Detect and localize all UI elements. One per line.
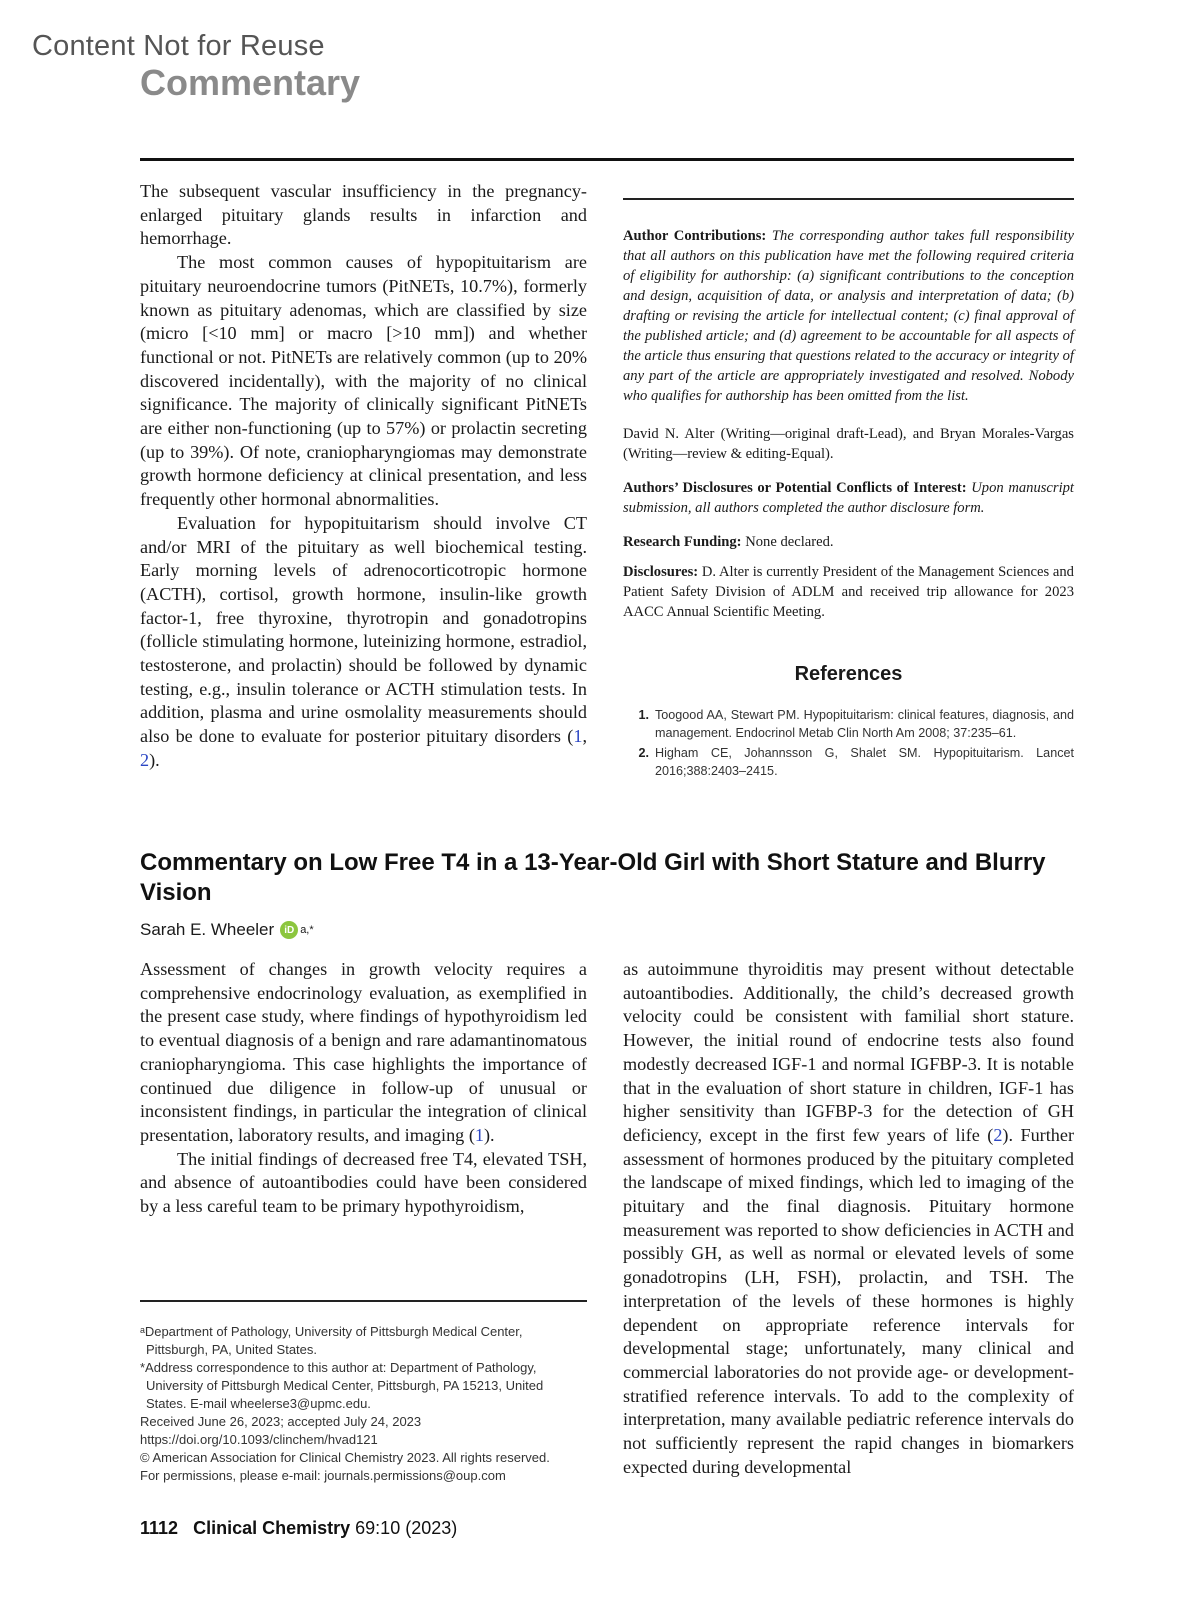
section-label: Commentary — [140, 62, 361, 103]
paragraph: Evaluation for hypopituitarism should involve CT and/or MRI of the pituitary as well biochemical testing. Early morning levels of adrenocorticotropic hormone (ACTH), cortisol, growth hormone, insulin-like growth factor-1, free thyroxine, thyrotropin and gonadotropins (follicle stimulating hormone, luteinizing hormone, estradiol, testosterone, and prolactin) should be followed by dynamic testing, e.g., insulin tolerance or ACTH stimulation tests. In addition, plasma and urine osmolality measurements should also be done to evaluate for posterior pituitary disorders (1, 2). — [140, 512, 587, 770]
conflicts-text: Upon manuscript submission, all authors completed the author disclosure form. — [623, 480, 1074, 516]
footnote-doi[interactable]: https://doi.org/10.1093/clinchem/hvad121 — [140, 1432, 378, 1447]
page-footer — [140, 1518, 457, 1539]
conflicts-of-interest — [623, 478, 1074, 518]
article-left-column — [140, 958, 587, 1219]
paragraph: The initial findings of decreased free T4, elevated TSH, and absence of autoantibodies could have been considered by a less careful team to be primary hypothyroidism, — [140, 1148, 587, 1217]
author-contributions-text: The corresponding author takes full responsibility that all authors on this publication have met the following required criteria of eligibility for authorship: (a) significant contributions to the conception and design, acquisition of data, or analysis and interpretation of data; (b) drafting or revising the article for intellectual content; (c) final approval of the published article; and (d) agreement to be accountable for all aspects of the article thus ensuring that questions related to the accuracy or integrity of any part of the article are appropriately investigated and resolved. Nobody who qualifies for authorship has been omitted from the list. — [623, 228, 1074, 404]
footnote-correspondence: *Address correspondence to this author at: Department of Pathology, University of Pittsburgh Medical Center, Pittsburgh, PA 15213, United States. E-mail wheelerse3@upmc.edu. — [140, 1360, 544, 1411]
reference-number: 2. — [638, 746, 649, 760]
orcid-icon[interactable]: iD — [280, 921, 298, 939]
references-heading: References — [794, 663, 903, 685]
citation-link[interactable]: 1 — [474, 1124, 484, 1145]
watermark-text: Content Not for Reuse — [32, 30, 325, 62]
disclosures-label: Disclosures: — [623, 564, 699, 580]
footnote-permissions: For permissions, please e-mail: journals.permissions@oup.com — [140, 1468, 506, 1483]
paragraph-text: Evaluation for hypopituitarism should involve CT and/or MRI of the pituitary as well biochemical testing. Early morning levels of adrenocorticotropic hormone (ACTH), cortisol, growth hormone, insulin-like growth factor-1, free thyroxine, thyrotropin and gonadotropins (follicle stimulating hormone, luteinizing hormone, estradiol, testosterone, and prolactin) should be followed by dynamic testing, e.g., insulin tolerance or ACTH stimulation tests. In addition, plasma and urine osmolality measurements should also be done to evaluate for posterior pituitary disorders — [140, 512, 587, 747]
author-contributions-label: Author Contributions: — [623, 228, 767, 244]
research-funding — [623, 532, 1074, 552]
research-funding-label: Research Funding: — [623, 534, 742, 550]
journal-issue: 69:10 (2023) — [355, 1518, 458, 1538]
author-contributions — [623, 226, 1074, 406]
paragraph: as autoimmune thyroiditis may present without detectable autoantibodies. Additionally, the child’s decreased growth velocity could be consistent with familial short stature. However, the initial round of endocrine tests also found modestly decreased IGF-1 and normal IGFBP-3. It is notable that in the evaluation of short stature in children, IGF-1 has higher sensitivity than IGFBP-3 for the detection of GH deficiency, except in the first few years of life (2). Further assessment of hormones produced by the pituitary completed the landscape of mixed findings, which led to imaging of the pituitary and the final diagnosis. Pituitary hormone measurement was reported to show deficiencies in ACTH and possibly GH, as well as normal or elevated levels of some gonadotropins (LH, FSH), prolactin, and TSH. The interpretation of the levels of these hormones is highly dependent on appropriate reference intervals for developmental stage; unfortunately, many clinical and commercial laboratories do not provide age- or development-stratified reference intervals. To add to the complexity of interpretation, many available pediatric reference intervals do not sufficiently represent the rapid changes in biomarkers expected during developmental — [623, 959, 1075, 1477]
reference-number: 1. — [638, 708, 649, 722]
paragraph-text: Assessment of changes in growth velocity requires a comprehensive endocrinology evaluation, as exemplified in the present case study, where findings of hypothyroidism led to eventual diagnosis of a benign and rare adamantinomatous craniopharyngioma. This case highlights the importance of continued due diligence in follow-up of unusual or inconsistent findings, in particular the integration of clinical presentation, laboratory results, and imaging — [140, 959, 587, 1145]
footnote-affiliation: ᵃDepartment of Pathology, University of Pittsburgh Medical Center, Pittsburgh, PA, United States. — [140, 1324, 523, 1357]
author-affiliation-marker: a,* — [300, 924, 314, 936]
reference-item — [623, 744, 1074, 780]
left-column-top — [140, 180, 587, 773]
footnote-dates: Received June 26, 2023; accepted July 24, 2023 — [140, 1414, 422, 1429]
paragraph-text: as autoimmune thyroiditis may present without detectable autoantibodies. Additionally, the child’s decreased growth velocity could be consistent with familial short stature. However, the initial round of endocrine tests also found modestly decreased IGF-1 and normal IGFBP-3. It is notable that in the evaluation of short stature in children, IGF-1 has higher sensitivity than IGFBP-3 for the detection of GH deficiency, except in the first few years of life — [623, 959, 1074, 1145]
reference-item — [623, 706, 1074, 742]
disclosures — [623, 562, 1074, 622]
paragraph: The most common causes of hypopituitarism are pituitary neuroendocrine tumors (PitNETs, 10.7%), formerly known as pituitary adenomas, which are classified by size (micro [<10 mm] or macro [>10 mm]) and whether functional or not. PitNETs are relatively common (up to 20% discovered incidentally), with the majority of no clinical significance. The majority of clinically significant PitNETs are either non-functioning (up to 57%) or prolactin secreting (up to 39%). Of note, craniopharyngiomas may demonstrate growth hormone deficiency at clinical presentation, and less frequently other hormonal abnormalities. — [140, 252, 587, 510]
reference-text: Toogood AA, Stewart PM. Hypopituitarism: clinical features, diagnosis, and management. Endocrinol Metab Clin North Am 2008; 37:235–61. — [655, 708, 1074, 740]
citation-link[interactable]: 2 — [140, 749, 150, 770]
page-number: 1112 — [140, 1518, 179, 1538]
paragraph: Assessment of changes in growth velocity requires a comprehensive endocrinology evaluation, as exemplified in the present case study, where findings of hypothyroidism led to eventual diagnosis of a benign and rare adamantinomatous craniopharyngioma. This case highlights the importance of continued due diligence in follow-up of unusual or inconsistent findings, in particular the integration of clinical presentation, laboratory results, and imaging (1). — [140, 959, 587, 1145]
author-name: Sarah E. Wheeler — [140, 920, 275, 939]
conflicts-label: Authors’ Disclosures or Potential Conflicts of Interest: — [623, 480, 967, 496]
footnote-rule — [140, 1300, 587, 1302]
article-title: Commentary on Low Free T4 in a 13-Year-Old Girl with Short Stature and Blurry Vision — [140, 849, 1046, 906]
research-funding-text: None declared. — [745, 534, 834, 550]
footnote-copyright: © American Association for Clinical Chemistry 2023. All rights reserved. — [140, 1450, 550, 1465]
header-rule — [140, 158, 1074, 161]
right-column-rule — [623, 198, 1074, 200]
footnotes — [140, 1323, 587, 1485]
reference-text: Higham CE, Johannsson G, Shalet SM. Hypopituitarism. Lancet 2016;388:2403–2415. — [655, 746, 1074, 778]
credit-roles: David N. Alter (Writing—original draft-Lead), and Bryan Morales-Vargas (Writing—review & editing-Equal). — [623, 426, 1074, 462]
journal-name: Clinical Chemistry — [193, 1518, 351, 1538]
author-line — [140, 920, 314, 940]
citation-link[interactable]: 1 — [573, 726, 583, 747]
article-right-column — [623, 958, 1074, 1479]
reference-list — [623, 706, 1074, 782]
paragraph-text: . Further assessment of hormones produced by the pituitary completed the landscape of mixed findings, which led to imaging of the pituitary and the final diagnosis. Pituitary hormone measurement was reported to show deficiencies in ACTH and possibly GH, as well as normal or elevated levels of some gonadotropins (LH, FSH), prolactin, and TSH. The interpretation of the levels of these hormones is highly dependent on appropriate reference intervals for developmental stage; unfortunately, many clinical and commercial laboratories do not provide age- or development-stratified reference intervals. To add to the complexity of interpretation, many available pediatric reference intervals do not sufficiently represent the rapid changes in biomarkers expected during developmental — [623, 1124, 1075, 1477]
citation-link[interactable]: 2 — [993, 1124, 1003, 1145]
paragraph: The subsequent vascular insufficiency in the pregnancy-enlarged pituitary glands results in infarction and hemorrhage. — [140, 181, 587, 249]
disclosures-text: D. Alter is currently President of the Management Sciences and Patient Safety Division of ADLM and received trip allowance for 2023 AACC Annual Scientific Meeting. — [623, 564, 1074, 620]
